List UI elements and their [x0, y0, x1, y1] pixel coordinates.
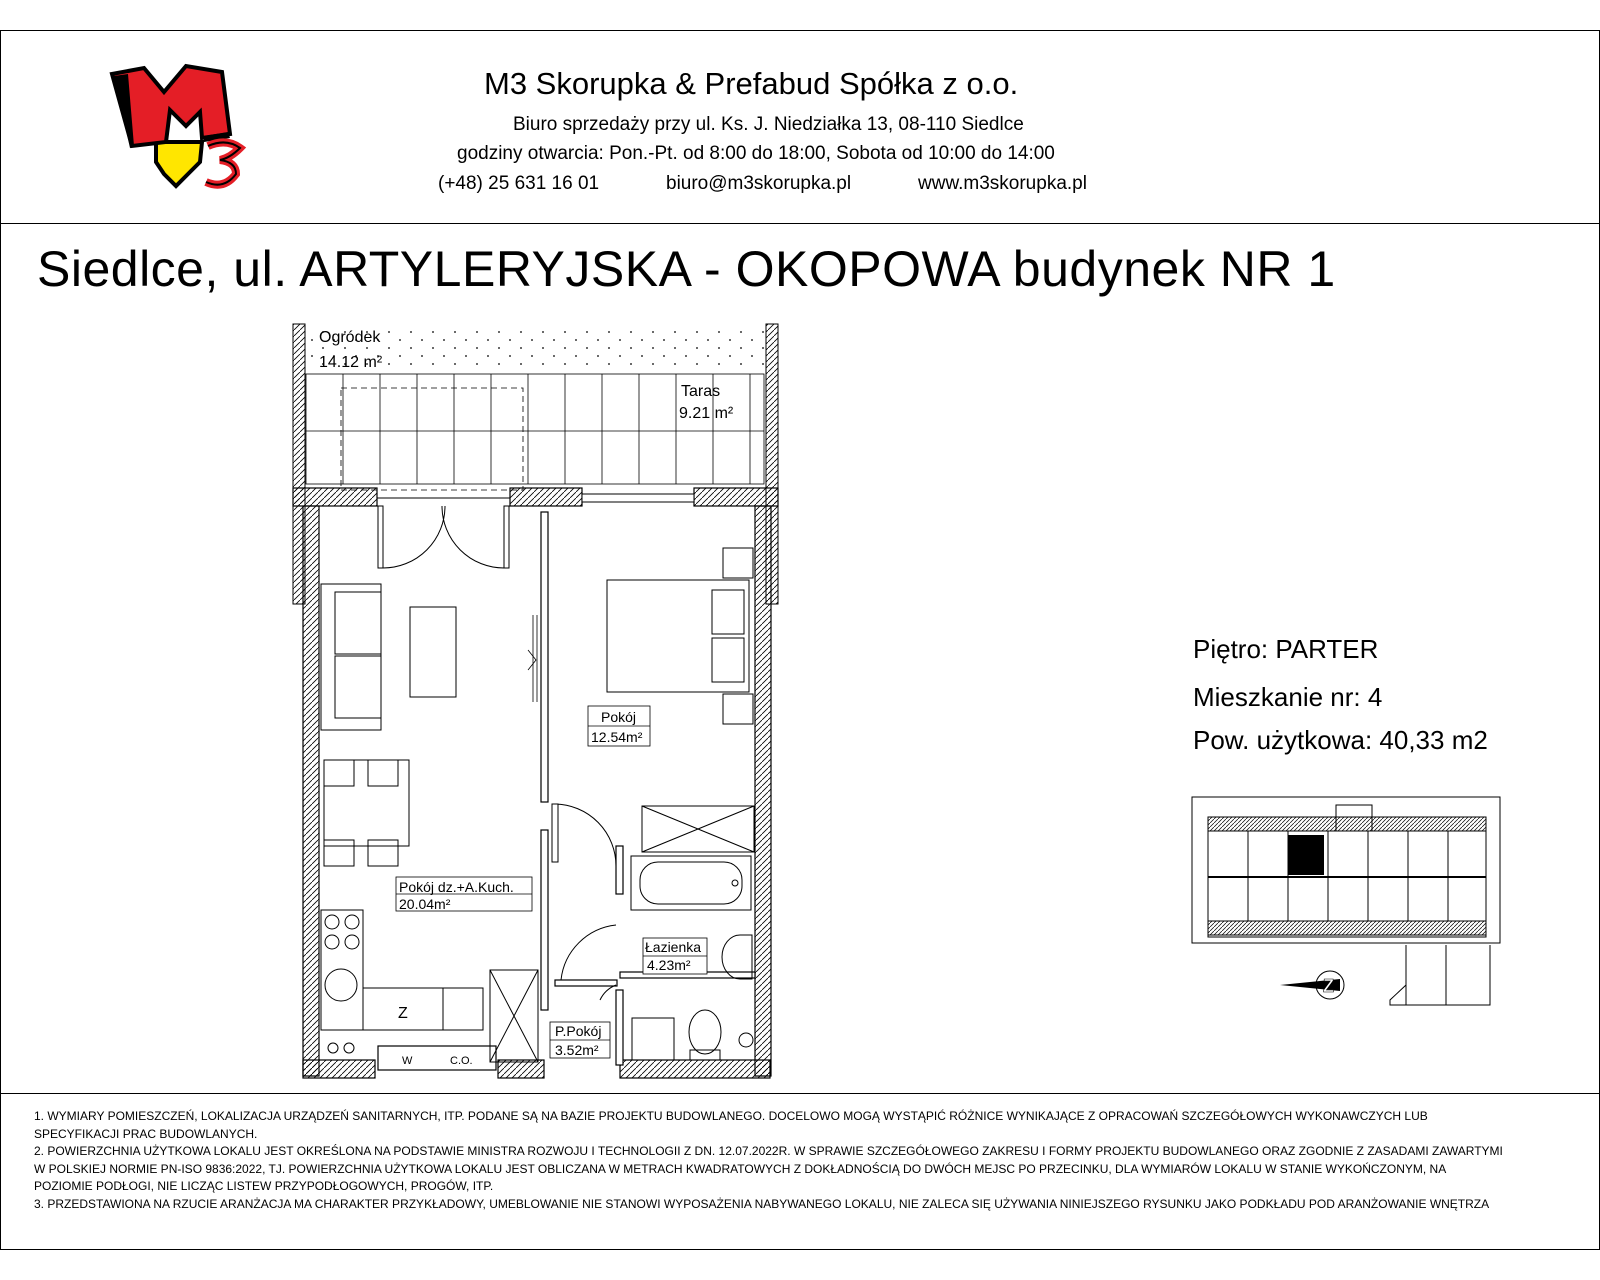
shaft-w-label: W: [402, 1055, 413, 1067]
kitchen-unit: [321, 910, 538, 1062]
wardrobe: [642, 806, 754, 852]
bed: [607, 548, 753, 724]
dining-set: [324, 760, 409, 866]
coffee-table: [410, 607, 456, 697]
notes: [34, 1108, 1504, 1214]
compass-icon: [1280, 971, 1344, 999]
floor-label: Piętro: PARTER: [1193, 634, 1379, 664]
header-divider: [0, 223, 1600, 224]
storage-label: P.Pokój: [555, 1023, 602, 1039]
window: [582, 494, 694, 502]
living-room-label: Pokój dz.+A.Kuch.: [399, 879, 514, 895]
tv-unit: [528, 615, 537, 702]
fridge-mark: Z: [398, 1005, 408, 1022]
note-3: 3. PRZEDSTAWIONA NA RZUCIE ARANŻACJA MA CHARAKTER PRZYKŁADOWY, UMEBLOWANIE NIE STANOWI WYPOSAŻENIA NABYWANEGO LOKALU, NIE ZALECA SIĘ UŻYWANIA NINIEJSZEGO RYSUNKU JAKO PODKŁADU POD ARANŻOWANIE WNĘTRZA: [34, 1196, 1490, 1211]
installation-shaft: [378, 1046, 496, 1070]
toilet: [689, 1010, 721, 1060]
email-link[interactable]: biuro@m3skorupka.pl: [666, 173, 852, 194]
key-plan: [1190, 795, 1510, 1015]
terrace-area-label: 9.21 m²: [679, 405, 734, 422]
bathroom-door[interactable]: [561, 925, 616, 980]
floor-plan: [290, 320, 790, 1080]
apartment-highlight: [1288, 835, 1324, 875]
exterior-walls: [293, 488, 778, 1078]
room-label: Pokój: [601, 709, 637, 725]
notes-divider: [0, 1093, 1600, 1094]
logo-text: M3: [104, 62, 106, 63]
garden-label: Ogródek: [319, 329, 381, 346]
sofa: [321, 584, 381, 730]
company-logo: [104, 62, 264, 192]
washing-machine: [632, 1018, 753, 1060]
room-area: 12.54m²: [591, 729, 643, 745]
terrace-label: Taras: [681, 383, 721, 400]
company-name: M3 Skorupka & Prefabud Spółka z o.o.: [484, 66, 1019, 101]
bathtub: [631, 856, 751, 910]
opening-hours: godziny otwarcia: Pon.-Pt. od 8:00 do 18:00, Sobota od 10:00 do 14:00: [457, 143, 1055, 164]
garden-area-label: 14.12 m²: [319, 354, 383, 371]
storage-area: 3.52m²: [555, 1042, 599, 1058]
terrace-door[interactable]: [378, 506, 509, 568]
storage-door[interactable]: [600, 985, 616, 1000]
usable-area: Pow. użytkowa: 40,33 m2: [1193, 725, 1488, 755]
living-room-area: 20.04m²: [399, 896, 451, 912]
phone-number[interactable]: (+48) 25 631 16 01: [438, 173, 600, 194]
shaft-co-label: C.O.: [450, 1055, 473, 1067]
bathroom-label: Łazienka: [645, 939, 702, 955]
bathroom-area: 4.23m²: [647, 957, 691, 973]
note-1: 1. WYMIARY POMIESZCZEŃ, LOKALIZACJA URZĄDZEŃ SANITARNYCH, ITP. PODANE SĄ NA BAZIE PROJEKTU BUDOWLANEGO. DOCELOWO MOGĄ WYSTĄPIĆ RÓŻNICE WYNIKAJĄCE Z OPRACOWAŃ SZCZEGÓŁOWYCH WYKONAWCZYCH LUB SPECYFIKACJI PRAC BUDOWLANYCH.: [34, 1109, 1428, 1141]
compass-letter: Z: [1323, 976, 1334, 996]
website-link[interactable]: www.m3skorupka.pl: [918, 173, 1087, 194]
sales-office-address: Biuro sprzedaży przy ul. Ks. J. Niedziałka 13, 08-110 Siedlce: [513, 114, 1024, 135]
interior-walls: [541, 512, 755, 1065]
note-2: 2. POWIERZCHNIA UŻYTKOWA LOKALU JEST OKREŚLONA NA PODSTAWIE MINISTRA ROZWOJU I TECHNOLOGII Z DN. 12.07.2022R. W SPRAWIE SZCZEGÓŁOWEGO ZAKRESU I FORMY PROJEKTU BUDOWLANEGO ORAZ ZGODNIE Z ZASADAMI ZAWARTYMI W POLSKIEJ NORMIE PN-ISO 9836:2022, TJ. POWIERZCHNIA UŻYTKOWA LOKALU JEST OBLICZANA W METRACH KWADRATOWYCH Z DOKŁADNOŚCIĄ DO DWÓCH MEJSC PO PRZECINKU, DLA WYMIARÓW LOKALU W STANIE WYKOŃCZONYM, NA POZIOMIE PODŁOGI, NIE LICZĄC LISTEW PRZYPODŁOGOWYCH, PROGÓW, ITP.: [34, 1144, 1503, 1194]
bedroom-door[interactable]: [555, 804, 616, 866]
page-title: Siedlce, ul. ARTYLERYJSKA - OKOPOWA budynek NR 1: [37, 241, 1336, 297]
apartment-number: Mieszkanie nr: 4: [1193, 682, 1383, 712]
